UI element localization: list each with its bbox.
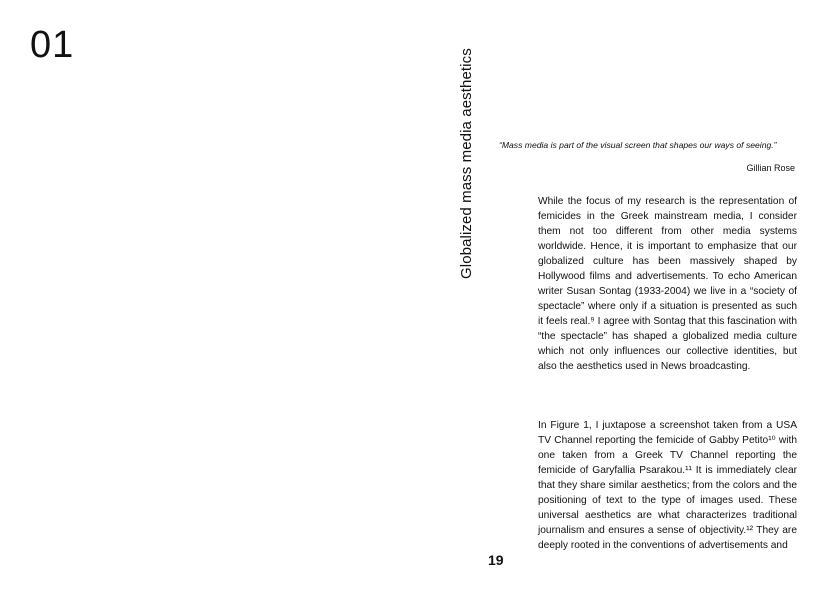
epigraph-author: Gillian Rose xyxy=(746,163,795,173)
epigraph-quote: “Mass media is part of the visual screen that shapes our ways of seeing.” xyxy=(499,140,777,150)
chapter-number: 01 xyxy=(30,24,75,66)
body-paragraph: In Figure 1, I juxtapose a screenshot taken from a USA TV Channel reporting the femicide of Gabby Petito¹⁰ with one taken from a Greek TV Channel reporting the femicide of Garyfallia Psarakou.¹¹ It is immediately clear that they share similar aesthetics; from the colors and the positioning of text to the type of images used. These universal aesthetics are what characterizes traditional journalism and ensures a sense of objectivity.¹² They are deeply rooted in the conventions of advertisements and xyxy=(538,420,797,551)
body-paragraph: While the focus of my research is the representation of femicides in the Greek mainstream media, I consider them not too different from other media systems worldwide. Hence, it is important to emphasize that our globalized culture has been massively shaped by Hollywood films and advertisements. To echo American writer Susan Sontag (1933-2004) we live in a “society of spectacle” where only if a situation is presented as such it feels real.⁹ I agree with Sontag that this fascination with “the spectacle” has shaped a globalized media culture which not only influences our collective identities, but also the aesthetics used in News broadcasting. xyxy=(538,196,797,372)
section-title: Globalized mass media aesthetics xyxy=(458,48,475,279)
page-number: 19 xyxy=(488,552,504,568)
